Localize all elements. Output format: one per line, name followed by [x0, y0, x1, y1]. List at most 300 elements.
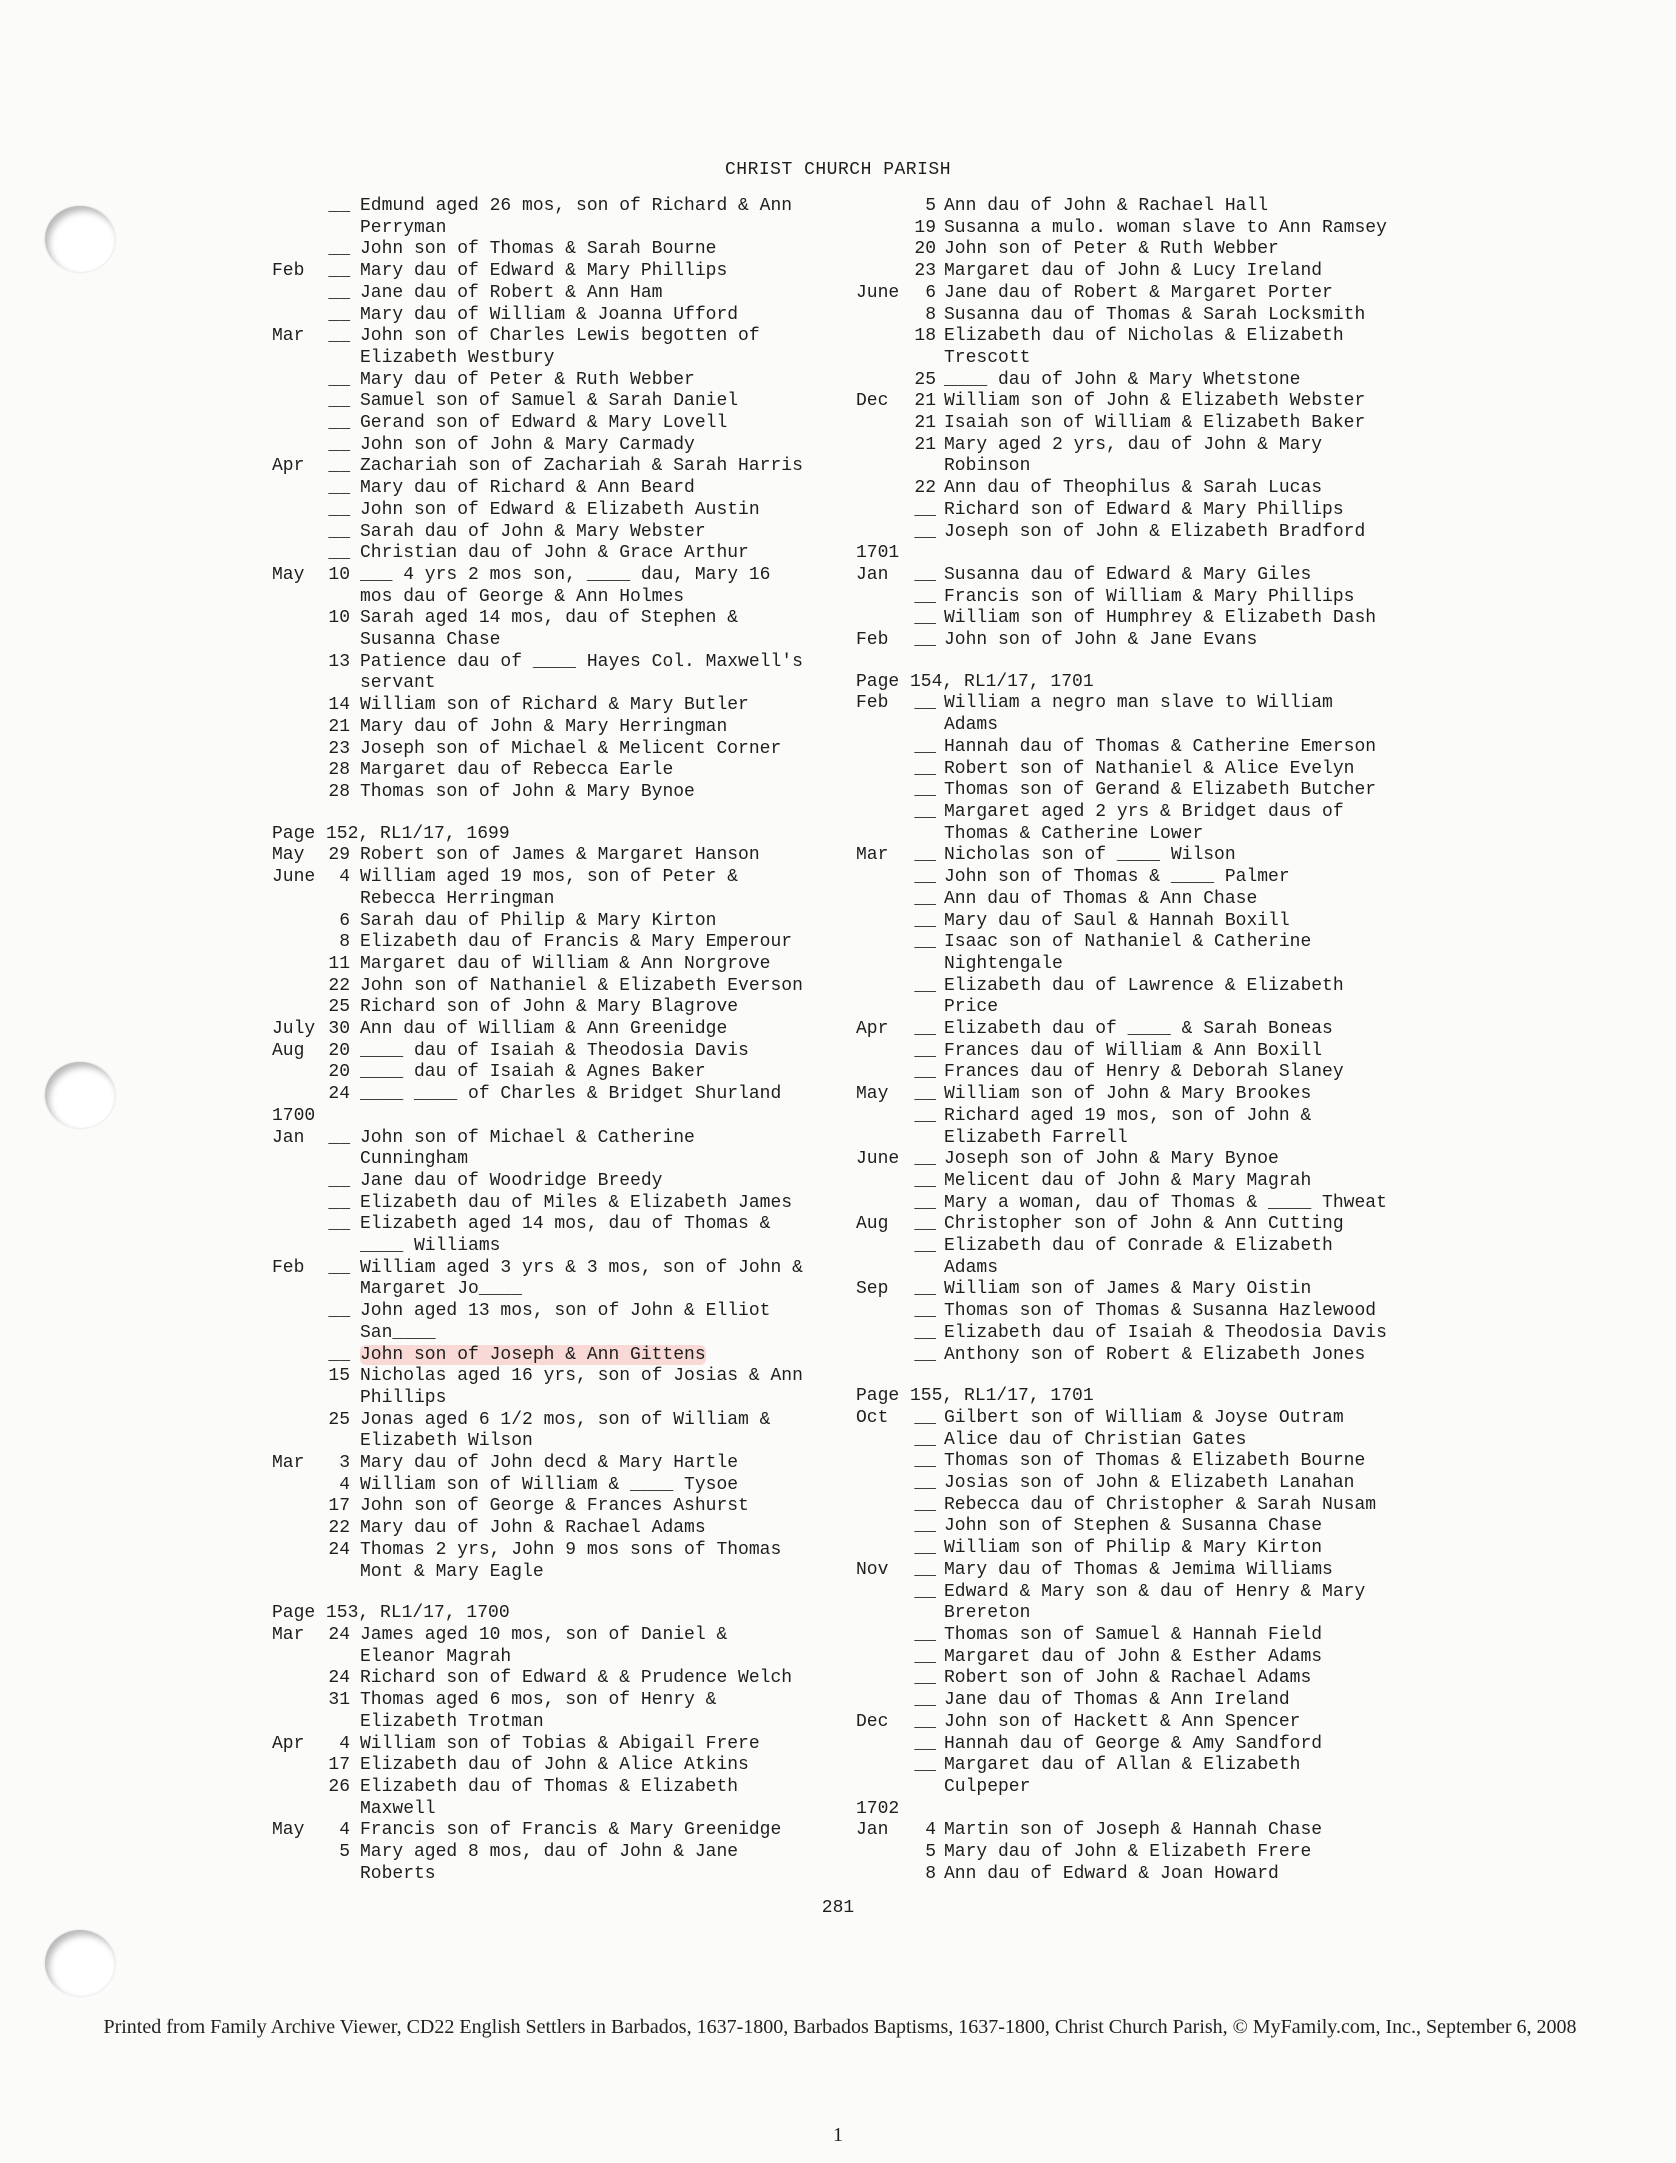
day-label: __: [328, 456, 350, 477]
baptism-entry: [272, 1171, 852, 1193]
month-label: Aug: [856, 1214, 889, 1235]
day-label: 22: [914, 478, 936, 499]
baptism-entry: [856, 1193, 1456, 1215]
baptism-entry: [856, 413, 1456, 435]
day-label: __: [328, 478, 350, 499]
day-label: __: [328, 499, 350, 520]
baptism-entry: [272, 305, 852, 327]
entry-text: John son of John & Jane Evans: [944, 630, 1258, 651]
baptism-entry: [272, 1019, 852, 1041]
baptism-entry: [272, 739, 852, 761]
entry-text: Joseph son of John & Elizabeth Bradford: [944, 521, 1366, 542]
day-label: __: [328, 282, 350, 303]
baptism-entry: [272, 478, 852, 500]
baptism-entry: [272, 239, 852, 261]
entry-text: Adams: [944, 715, 999, 736]
baptism-entry: [856, 932, 1456, 954]
baptism-entry: [272, 543, 852, 565]
baptism-entry: [272, 1128, 852, 1150]
day-label: __: [914, 693, 936, 714]
baptism-entry: [272, 1193, 852, 1215]
entry-continuation: [272, 587, 852, 609]
day-label: __: [328, 304, 350, 325]
baptism-entry: [856, 1149, 1456, 1171]
entry-text: William aged 3 yrs & 3 mos, son of John &: [360, 1257, 803, 1278]
day-label: 31: [328, 1690, 350, 1711]
baptism-entry: [272, 435, 852, 457]
baptism-entry: [856, 1734, 1456, 1756]
section-heading: [856, 672, 1456, 694]
baptism-entry: [856, 1560, 1456, 1582]
baptism-entry: [856, 1236, 1456, 1258]
baptism-entry: [272, 867, 852, 889]
entry-continuation: [856, 1128, 1456, 1150]
day-label: __: [328, 1301, 350, 1322]
entry-text: Mary dau of John & Elizabeth Frere: [944, 1842, 1312, 1863]
entry-text: ___ 4 yrs 2 mos son, ____ dau, Mary 16: [360, 564, 771, 585]
day-label: 30: [328, 1019, 350, 1040]
entry-text: Elizabeth dau of Thomas & Elizabeth: [360, 1776, 739, 1797]
day-label: __: [914, 780, 936, 801]
baptism-entry: [272, 782, 852, 804]
month-label: Feb: [856, 630, 889, 651]
entry-text: Elizabeth dau of Miles & Elizabeth James: [360, 1192, 793, 1213]
entry-text: Melicent dau of John & Mary Magrah: [944, 1170, 1312, 1191]
baptism-entry: [272, 1518, 852, 1540]
month-label: Dec: [856, 391, 889, 412]
entry-text: Anthony son of Robert & Elizabeth Jones: [944, 1344, 1366, 1365]
entry-text: Susanna dau of Edward & Mary Giles: [944, 564, 1312, 585]
day-label: __: [914, 1429, 936, 1450]
baptism-entry: [272, 1625, 852, 1647]
baptism-entry: [272, 565, 852, 587]
day-label: 15: [328, 1366, 350, 1387]
entry-text: Susanna Chase: [360, 630, 501, 651]
entry-text: Martin son of Joseph & Hannah Chase: [944, 1820, 1323, 1841]
baptism-entry: [272, 522, 852, 544]
day-label: 25: [914, 369, 936, 390]
entry-text: Sarah dau of John & Mary Webster: [360, 521, 706, 542]
month-label: Jan: [856, 564, 889, 585]
day-label: 4: [339, 1733, 350, 1754]
section-heading-text: Page 155, RL1/17, 1701: [856, 1386, 1094, 1407]
day-label: __: [914, 758, 936, 779]
entry-text: ____ ____ of Charles & Bridget Shurland: [360, 1084, 782, 1105]
day-label: __: [328, 1214, 350, 1235]
baptism-entry: [856, 500, 1456, 522]
month-label: Apr: [272, 1733, 305, 1754]
entry-text: Ann dau of Theophilus & Sarah Lucas: [944, 478, 1323, 499]
day-label: 21: [914, 434, 936, 455]
entry-text: William son of Humphrey & Elizabeth Dash: [944, 608, 1377, 629]
baptism-entry: [856, 976, 1456, 998]
day-label: __: [914, 1559, 936, 1580]
month-label: Feb: [272, 1257, 305, 1278]
baptism-entry: [272, 1214, 852, 1236]
entry-text: John son of Edward & Elizabeth Austin: [360, 499, 760, 520]
day-label: 21: [914, 391, 936, 412]
day-label: __: [914, 1192, 936, 1213]
section-heading-text: Page 154, RL1/17, 1701: [856, 671, 1094, 692]
day-label: __: [914, 1494, 936, 1515]
baptism-entry: [272, 954, 852, 976]
baptism-entry: [272, 1084, 852, 1106]
month-label: Mar: [272, 326, 305, 347]
entry-continuation: [856, 715, 1456, 737]
entry-text: Mary dau of Richard & Ann Beard: [360, 478, 695, 499]
entry-text: Elizabeth Wilson: [360, 1431, 533, 1452]
baptism-entry: [272, 456, 852, 478]
entry-text: Susanna dau of Thomas & Sarah Locksmith: [944, 304, 1366, 325]
entry-text: Elizabeth Trotman: [360, 1711, 544, 1732]
entry-text: Mary dau of John & Mary Herringman: [360, 716, 728, 737]
entry-text: Robert son of John & Rachael Adams: [944, 1668, 1312, 1689]
section-heading: [856, 1386, 1456, 1408]
entry-text: ____ Williams: [360, 1236, 501, 1257]
month-label: May: [856, 1084, 889, 1105]
entry-text: Mary dau of William & Joanna Ufford: [360, 304, 739, 325]
entry-text: Mary dau of Saul & Hannah Boxill: [944, 910, 1290, 931]
day-label: __: [328, 326, 350, 347]
baptism-entry: [856, 1451, 1456, 1473]
entry-continuation: [272, 348, 852, 370]
entry-continuation: [856, 1603, 1456, 1625]
section-gap: [856, 1366, 1456, 1386]
entry-text: Zachariah son of Zachariah & Sarah Harris: [360, 456, 803, 477]
entry-text: Rebecca dau of Christopher & Sarah Nusam: [944, 1494, 1377, 1515]
entry-text: Susanna a mulo. woman slave to Ann Ramsey: [944, 217, 1387, 238]
day-label: __: [914, 1236, 936, 1257]
entry-text: Joseph son of John & Mary Bynoe: [944, 1149, 1279, 1170]
entry-text: Jane dau of Robert & Margaret Porter: [944, 282, 1333, 303]
day-label: __: [328, 239, 350, 260]
baptism-entry: [856, 239, 1456, 261]
section-heading: [272, 1106, 852, 1128]
baptism-entry: [272, 911, 852, 933]
baptism-entry: [856, 1279, 1456, 1301]
entry-continuation: [272, 889, 852, 911]
baptism-entry: [272, 1734, 852, 1756]
day-label: 21: [328, 716, 350, 737]
entry-text: Elizabeth dau of Lawrence & Elizabeth: [944, 975, 1344, 996]
section-heading-text: 1701: [856, 543, 900, 564]
entry-continuation: [272, 1279, 852, 1301]
day-label: __: [914, 932, 936, 953]
baptism-entry: [856, 305, 1456, 327]
entry-continuation: [856, 456, 1456, 478]
footer-page-number: 1: [833, 2124, 843, 2146]
entry-text: Richard son of Edward & Mary Phillips: [944, 499, 1344, 520]
baptism-entry: [856, 1842, 1456, 1864]
entry-continuation: [856, 348, 1456, 370]
entry-text: Nightengale: [944, 953, 1063, 974]
baptism-entry: [856, 1062, 1456, 1084]
day-label: __: [914, 586, 936, 607]
entry-text: Patience dau of ____ Hayes Col. Maxwell's: [360, 651, 803, 672]
day-label: 4: [339, 1474, 350, 1495]
entry-text: Thomas son of Samuel & Hannah Field: [944, 1625, 1323, 1645]
entry-text: Ann dau of Thomas & Ann Chase: [944, 888, 1258, 909]
entry-continuation: [272, 1864, 852, 1886]
entry-text: Elizabeth dau of Isaiah & Theodosia Davis: [944, 1322, 1387, 1343]
entry-continuation: [856, 997, 1456, 1019]
entry-text: John son of Nathaniel & Elizabeth Everson: [360, 975, 803, 996]
entry-text: Robert son of Nathaniel & Alice Evelyn: [944, 758, 1355, 779]
entry-text: Margaret Jo____: [360, 1279, 523, 1300]
section-heading: [856, 543, 1456, 565]
baptism-entry: [856, 1214, 1456, 1236]
entry-continuation: [856, 1258, 1456, 1280]
entry-text: Nicholas aged 16 yrs, son of Josias & Ann: [360, 1366, 803, 1387]
entry-text: Elizabeth dau of Nicholas & Elizabeth: [944, 326, 1344, 347]
baptism-entry: [272, 261, 852, 283]
baptism-entry: [856, 283, 1456, 305]
baptism-entry: [272, 500, 852, 522]
entry-continuation: [856, 824, 1456, 846]
day-label: __: [914, 1344, 936, 1365]
baptism-entry: [272, 1062, 852, 1084]
baptism-entry: [272, 1755, 852, 1777]
section-heading: [272, 1603, 852, 1625]
entry-text: Mary dau of John & Rachael Adams: [360, 1518, 706, 1539]
baptism-entry: [272, 760, 852, 782]
entry-continuation: [272, 630, 852, 652]
entry-text: Trescott: [944, 347, 1031, 368]
month-label: Mar: [272, 1453, 305, 1474]
entry-text: Gerand son of Edward & Mary Lovell: [360, 413, 728, 434]
baptism-entry: [856, 587, 1456, 609]
entry-text: Mary dau of John decd & Mary Hartle: [360, 1453, 739, 1474]
baptism-entry: [856, 1408, 1456, 1430]
entry-text: ____ dau of Isaiah & Agnes Baker: [360, 1062, 706, 1083]
baptism-entry: [856, 478, 1456, 500]
entry-text: Francis son of Francis & Mary Greenidge: [360, 1820, 782, 1841]
day-label: __: [328, 1192, 350, 1213]
footer-print-notice: Printed from Family Archive Viewer, CD22 English Settlers in Barbados, 1637-1800, Barbados Baptisms, 1637-1800, Christ Church Parish, © MyFamily.com, Inc., September 6, 2008: [103, 2016, 1577, 2038]
day-label: 25: [328, 1409, 350, 1430]
day-label: 22: [328, 1518, 350, 1539]
baptism-entry: [856, 780, 1456, 802]
day-label: 5: [339, 1842, 350, 1863]
baptism-entry: [856, 737, 1456, 759]
entry-text: Mary dau of Peter & Ruth Webber: [360, 369, 695, 390]
day-label: 8: [339, 932, 350, 953]
day-label: __: [914, 1451, 936, 1472]
day-label: __: [914, 1214, 936, 1235]
entry-text: Christopher son of John & Ann Cutting: [944, 1214, 1344, 1235]
month-label: Mar: [272, 1625, 305, 1645]
entry-text: Elizabeth Farrell: [944, 1127, 1128, 1148]
entry-text: Christian dau of John & Grace Arthur: [360, 543, 749, 564]
day-label: __: [328, 413, 350, 434]
entry-text: [272, 1345, 852, 1367]
baptism-entry: [272, 1690, 852, 1712]
baptism-entry: [272, 695, 852, 717]
entry-text: ____ dau of John & Mary Whetstone: [944, 369, 1301, 390]
baptism-entry: [856, 889, 1456, 911]
entry-text: mos dau of George & Ann Holmes: [360, 586, 685, 607]
day-label: __: [328, 434, 350, 455]
day-label: 10: [328, 608, 350, 629]
entry-continuation: [272, 1149, 852, 1171]
day-label: 20: [914, 239, 936, 260]
month-label: May: [272, 845, 305, 866]
baptism-entry: [272, 608, 852, 630]
entry-text: Elizabeth dau of Conrade & Elizabeth: [944, 1236, 1333, 1257]
day-label: __: [914, 888, 936, 909]
day-label: __: [914, 564, 936, 585]
baptism-entry: [856, 1755, 1456, 1777]
entry-text: Elizabeth dau of Francis & Mary Emperour: [360, 932, 793, 953]
entry-continuation: [272, 1799, 852, 1821]
day-label: __: [914, 1301, 936, 1322]
entry-text: Adams: [944, 1257, 999, 1278]
day-label: __: [914, 1149, 936, 1170]
baptism-entry: [272, 1496, 852, 1518]
page-number: 281: [821, 1898, 855, 1918]
day-label: __: [914, 1019, 936, 1040]
day-label: __: [914, 1733, 936, 1754]
day-label: 26: [328, 1776, 350, 1797]
baptism-entry: [856, 1820, 1456, 1842]
section-heading-text: Page 153, RL1/17, 1700: [272, 1603, 510, 1624]
entry-text: Richard son of Edward & & Prudence Welch: [360, 1668, 793, 1689]
page-title: CHRIST CHURCH PARISH: [724, 160, 952, 180]
day-label: __: [914, 1625, 936, 1645]
entry-text: Brereton: [944, 1603, 1031, 1624]
day-label: 5: [925, 1842, 936, 1863]
baptism-entry: [856, 911, 1456, 933]
month-label: Mar: [856, 845, 889, 866]
entry-text: Maxwell: [360, 1798, 436, 1819]
day-label: __: [914, 1538, 936, 1559]
section-gap: [856, 652, 1456, 672]
entry-text: Nicholas son of ____ Wilson: [944, 845, 1236, 866]
entry-text: Hannah dau of Thomas & Catherine Emerson: [944, 736, 1377, 757]
baptism-entry: [272, 283, 852, 305]
entry-text: Joseph son of Michael & Melicent Corner: [360, 738, 782, 759]
baptism-entry: [856, 391, 1456, 413]
day-label: 4: [925, 1820, 936, 1841]
day-label: 4: [339, 867, 350, 888]
entry-text: John son of Charles Lewis begotten of: [360, 326, 760, 347]
entry-text: William a negro man slave to William: [944, 693, 1333, 714]
baptism-entry: [856, 1323, 1456, 1345]
month-label: July: [272, 1019, 316, 1040]
entry-text: Ann dau of Edward & Joan Howard: [944, 1863, 1279, 1884]
baptism-entry: [856, 1516, 1456, 1538]
entry-text: Frances dau of Henry & Deborah Slaney: [944, 1062, 1344, 1083]
entry-text: Alice dau of Christian Gates: [944, 1429, 1247, 1450]
entry-continuation: [272, 1647, 852, 1669]
day-label: __: [914, 1322, 936, 1343]
month-label: Jan: [272, 1127, 305, 1148]
entry-continuation: [272, 673, 852, 695]
entry-text: Thomas son of John & Mary Bynoe: [360, 781, 695, 802]
day-label: 5: [925, 196, 936, 216]
entry-text: Elizabeth Westbury: [360, 347, 555, 368]
binder-hole-bottom: [45, 1930, 115, 1996]
entry-text: John son of Stephen & Susanna Chase: [944, 1516, 1323, 1537]
entry-text: Price: [944, 997, 999, 1018]
day-label: __: [914, 630, 936, 651]
day-label: 11: [328, 953, 350, 974]
entry-text: William aged 19 mos, son of Peter &: [360, 867, 739, 888]
baptism-entry: [856, 1864, 1456, 1886]
baptism-entry: [856, 1495, 1456, 1517]
day-label: __: [914, 1062, 936, 1083]
entry-text: John son of George & Frances Ashurst: [360, 1496, 749, 1517]
entry-text: Mary dau of Edward & Mary Phillips: [360, 261, 728, 282]
baptism-entry: [272, 1540, 852, 1562]
entry-text: Mary a woman, dau of Thomas & ____ Thweat: [944, 1192, 1387, 1213]
baptism-entry: [272, 1453, 852, 1475]
entry-text: Jane dau of Woodridge Breedy: [360, 1170, 663, 1191]
entry-text: Jane dau of Thomas & Ann Ireland: [944, 1690, 1290, 1711]
entry-text: William son of John & Mary Brookes: [944, 1084, 1312, 1105]
day-label: 4: [339, 1820, 350, 1841]
entry-continuation: [856, 1777, 1456, 1799]
entry-text: Samuel son of Samuel & Sarah Daniel: [360, 391, 739, 412]
day-label: 23: [914, 261, 936, 282]
baptism-entry: [272, 1842, 852, 1864]
day-label: 20: [328, 1040, 350, 1061]
entry-text: servant: [360, 673, 436, 694]
entry-continuation: [856, 954, 1456, 976]
day-label: __: [914, 1581, 936, 1602]
entry-text: Elizabeth dau of John & Alice Atkins: [360, 1755, 749, 1776]
entry-text: Frances dau of William & Ann Boxill: [944, 1040, 1323, 1061]
entry-text: Mont & Mary Eagle: [360, 1561, 544, 1582]
day-label: __: [328, 543, 350, 564]
day-label: __: [328, 1257, 350, 1278]
entry-text: San____: [360, 1322, 436, 1343]
baptism-entry: [856, 1582, 1456, 1604]
entry-text: Margaret dau of John & Esther Adams: [944, 1646, 1323, 1667]
day-label: 14: [328, 695, 350, 716]
day-label: 24: [328, 1625, 350, 1645]
day-label: 18: [914, 326, 936, 347]
entry-text: Eleanor Magrah: [360, 1646, 512, 1667]
entry-continuation: [272, 218, 852, 240]
entry-text: Culpeper: [944, 1776, 1031, 1797]
entry-text: Ann dau of John & Rachael Hall: [944, 196, 1269, 216]
day-label: __: [914, 975, 936, 996]
entry-text: Edward & Mary son & dau of Henry & Mary: [944, 1581, 1366, 1602]
baptism-entry: [856, 435, 1456, 457]
section-heading-text: 1700: [272, 1105, 316, 1126]
baptism-entry: [856, 1690, 1456, 1712]
entry-text: Thomas son of Thomas & Susanna Hazlewood: [944, 1301, 1377, 1322]
day-label: __: [328, 391, 350, 412]
entry-text: Isaac son of Nathaniel & Catherine: [944, 932, 1312, 953]
entry-text: Gilbert son of William & Joyse Outram: [944, 1407, 1344, 1428]
entry-text: Francis son of William & Mary Phillips: [944, 586, 1355, 607]
baptism-entry: [272, 845, 852, 867]
day-label: __: [328, 261, 350, 282]
entry-text: Cunningham: [360, 1149, 469, 1170]
binder-hole-top: [45, 206, 115, 272]
entry-text: John son of Thomas & ____ Palmer: [944, 867, 1290, 888]
baptism-entry: [856, 1019, 1456, 1041]
baptism-entry: [272, 1475, 852, 1497]
day-label: 29: [328, 845, 350, 866]
month-label: Jan: [856, 1820, 889, 1841]
month-label: June: [856, 282, 900, 303]
entry-text: Rebecca Herringman: [360, 888, 555, 909]
section-heading: [856, 1799, 1456, 1821]
baptism-entry: [856, 1041, 1456, 1063]
